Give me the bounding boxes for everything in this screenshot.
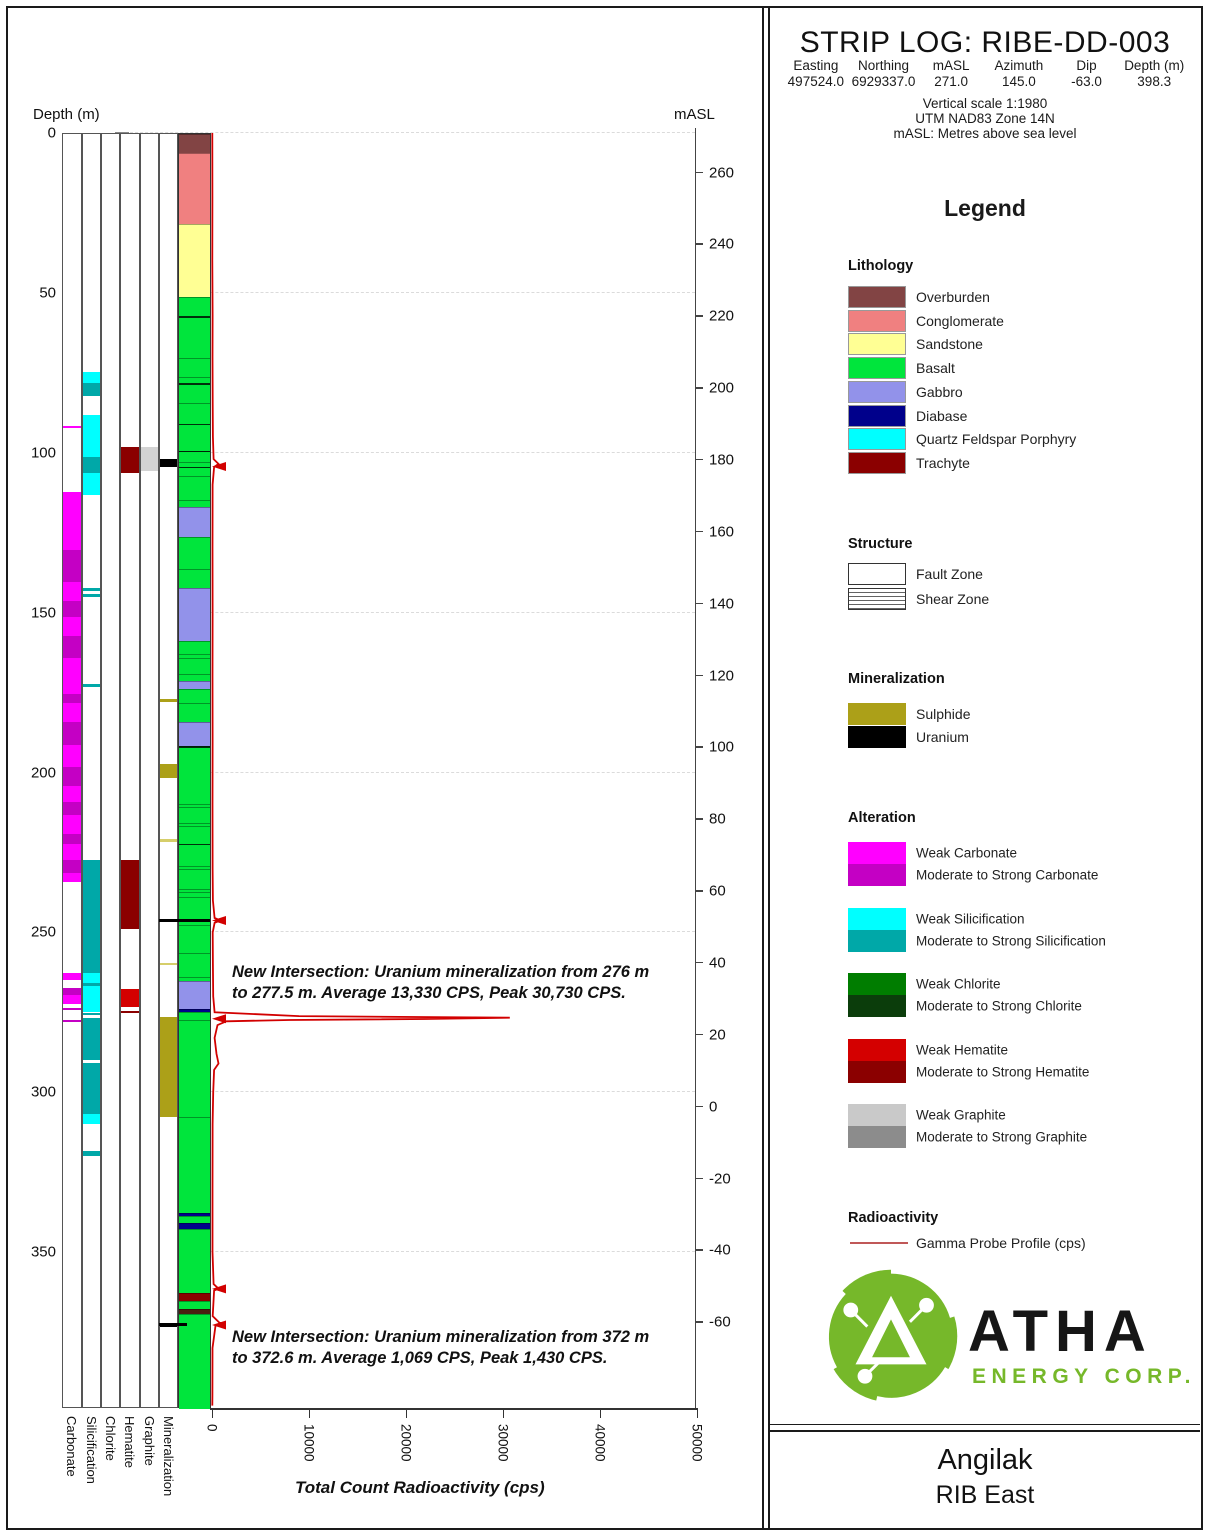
lithology-interval-overburden (179, 134, 210, 154)
track-interval (63, 582, 81, 601)
track-label-chlorite: Chlorite (103, 1416, 118, 1461)
legend-swatch-weak (848, 973, 906, 995)
legend-label-strong: Moderate to Strong Hematite (916, 1064, 1090, 1079)
track-interval (83, 1013, 100, 1015)
legend-heading-alteration: Alteration (848, 810, 916, 826)
field-value: 145.0 (1001, 74, 1036, 89)
track-interval (63, 786, 81, 802)
legend-swatch-conglomerate (848, 310, 906, 332)
lithology-interval-basalt (179, 1020, 210, 1119)
annotation-intersection-276 (232, 962, 692, 1005)
collar-field-depthm (1120, 58, 1188, 89)
masl-tick-label: 160 (709, 523, 735, 541)
track-interval (63, 426, 81, 429)
legend-swatch-sulphide (848, 703, 906, 725)
annotation-line: New Intersection: Uranium mineralization from 276 m (232, 963, 650, 981)
masl-tick-mark (695, 1034, 703, 1036)
lithology-interval-basalt (179, 826, 210, 867)
radioactivity-axis-line (210, 1408, 698, 1410)
lithology-interval-basalt (179, 925, 210, 953)
legend-label: Sandstone (916, 336, 983, 353)
masl-axis-line (695, 128, 696, 1410)
track-interval (121, 989, 139, 1007)
report-title: STRIP LOG: RIBE-DD-003 (799, 26, 1171, 59)
track-interval (83, 594, 100, 597)
masl-tick-label: 40 (709, 954, 726, 972)
lithology-interval-basalt (179, 297, 210, 359)
lithology-interval-basalt (179, 476, 210, 501)
track-interval (83, 860, 100, 974)
lithology-contact-line (179, 746, 210, 748)
field-value: 6929337.0 (851, 74, 916, 89)
track-interval (63, 802, 81, 815)
lithology-interval-gabbro (179, 588, 210, 642)
track-interval (83, 1018, 100, 1060)
masl-tick-mark (695, 818, 703, 820)
track-interval (63, 844, 81, 860)
field-label: mASL (932, 58, 970, 73)
masl-tick-label: 240 (709, 235, 735, 253)
track-interval (83, 372, 100, 383)
track-interval (83, 986, 100, 1012)
track-mineralization (159, 133, 178, 1408)
track-chlorite (101, 133, 120, 1408)
masl-tick-label: 60 (709, 882, 726, 900)
legend-label: Gabbro (916, 383, 963, 400)
legend-heading-radioactivity: Radioactivity (848, 1210, 939, 1226)
masl-note: mASL: Metres above sea level (893, 126, 1077, 141)
masl-tick-label: 120 (709, 667, 735, 685)
track-graphite (140, 133, 159, 1408)
legend-swatch-strong (848, 995, 906, 1017)
track-interval (63, 860, 81, 873)
track-interval (63, 815, 81, 834)
track-interval (63, 1020, 81, 1022)
uranium-mark-line (159, 919, 210, 922)
uranium-mark-line (159, 1323, 187, 1326)
track-interval (141, 447, 158, 471)
track-interval (63, 995, 81, 1004)
masl-tick-label: 140 (709, 595, 735, 613)
track-interval (121, 1011, 139, 1013)
track-interval (160, 459, 177, 468)
masl-tick-mark (695, 1106, 703, 1108)
legend-swatch-trachyte (848, 452, 906, 474)
lithology-interval-basalt (179, 953, 210, 978)
track-label-mineralization: Mineralization (161, 1416, 176, 1497)
lithology-interval-basalt (179, 869, 210, 889)
track-hematite (120, 133, 140, 1408)
annotation-line: to 372.6 m. Average 1,069 CPS, Peak 1,430 CPS. (232, 1349, 608, 1368)
legend-swatch-weak (848, 1104, 906, 1126)
lithology-interval-basalt (179, 897, 210, 920)
panel-divider-line (762, 8, 764, 1528)
lithology-contact-line (179, 467, 210, 469)
track-interval (160, 699, 177, 702)
legend-swatch-sandstone (848, 333, 906, 355)
track-interval (83, 415, 100, 457)
depth-axis-title: Depth (m) (33, 106, 100, 123)
track-interval (83, 1151, 100, 1156)
collar-field-northing (850, 58, 918, 89)
radioactivity-axis-title: Total Count Radioactivity (cps) (295, 1478, 545, 1497)
masl-tick-label: 260 (709, 164, 735, 182)
track-interval (160, 764, 177, 778)
legend-swatch-weak (848, 908, 906, 930)
lithology-interval-basalt (179, 403, 210, 452)
legend-swatch-quartz-feldspar-porphyry (848, 428, 906, 450)
masl-tick-label: 20 (709, 1026, 726, 1044)
masl-tick-mark (695, 243, 703, 245)
masl-tick-mark (695, 1321, 703, 1323)
lithology-interval-conglomerate (179, 153, 210, 224)
legend-swatch-strong (848, 930, 906, 952)
track-interval (63, 601, 81, 617)
radioactivity-tick-label: 50000 (689, 1424, 705, 1462)
legend-label: Fault Zone (916, 566, 983, 582)
masl-tick-mark (695, 746, 703, 748)
legend-label: Shear Zone (916, 591, 990, 607)
legend-label-weak: Weak Chlorite (916, 976, 1001, 992)
masl-tick-label: 0 (709, 1098, 718, 1116)
annotation-line: New Intersection: Uranium mineralization from 372 m (232, 1328, 650, 1346)
radioactivity-tick-label: 0 (204, 1424, 220, 1432)
track-interval (63, 636, 81, 658)
legend-swatch-strong (848, 1061, 906, 1083)
legend-label: Uranium (916, 729, 969, 745)
legend-swatch-strong (848, 1126, 906, 1148)
track-interval (83, 1114, 100, 1124)
masl-tick-mark (695, 962, 703, 964)
track-silicification (82, 133, 101, 1408)
collar-field-easting (782, 58, 850, 89)
track-interval (160, 1017, 177, 1117)
legend-label-weak: Weak Carbonate (916, 845, 1018, 861)
lithology-column (178, 133, 211, 1408)
masl-tick-label: -40 (709, 1241, 731, 1259)
legend-label-strong: Moderate to Strong Chlorite (916, 998, 1082, 1014)
annotation-intersection-372 (232, 1327, 692, 1370)
legend-swatch-gabbro (848, 381, 906, 403)
field-label: Northing (857, 58, 910, 73)
legend-heading-structure: Structure (848, 536, 913, 552)
field-label: Dip (1076, 58, 1097, 73)
track-interval (83, 473, 100, 495)
field-label: Azimuth (994, 58, 1044, 73)
masl-tick-mark (695, 172, 703, 174)
legend-label: Gamma Probe Profile (cps) (916, 1235, 1086, 1251)
radioactivity-tick-label: 20000 (398, 1424, 414, 1462)
track-label-silicification: Silicification (84, 1416, 99, 1484)
legend-swatch-shear-zone (848, 588, 906, 610)
logo-wordmark: ATHA (968, 1299, 1153, 1364)
track-interval (63, 694, 81, 704)
masl-axis-title: mASL (674, 106, 715, 123)
legend-label: Overburden (916, 289, 990, 305)
track-interval (160, 963, 177, 966)
track-interval (63, 988, 81, 995)
lithology-interval-basalt (179, 746, 210, 805)
legend-swatch-overburden (848, 286, 906, 308)
legend-label-weak: Weak Silicification (916, 911, 1025, 926)
lithology-interval-basalt (179, 689, 210, 704)
radioactivity-tick-mark (600, 1410, 602, 1418)
track-label-carbonate: Carbonate (64, 1416, 79, 1477)
radioactivity-tick-label: 40000 (592, 1424, 608, 1462)
depth-tick-label: 350 (30, 1243, 56, 1261)
track-interval (63, 492, 81, 550)
lithology-interval-gabbro (179, 507, 210, 538)
lithology-contact-line (179, 383, 210, 385)
track-interval (63, 617, 81, 636)
legend-swatch-fault-zone (848, 563, 906, 585)
legend-heading-lithology: Lithology (848, 258, 914, 274)
project-area: RIB East (935, 1481, 1035, 1509)
lithology-interval-basalt (179, 641, 210, 655)
track-interval (63, 834, 81, 844)
legend-heading-mineralization: Mineralization (848, 671, 945, 687)
collar-info-table (782, 58, 1188, 89)
lithology-interval-basalt (179, 462, 210, 477)
lithology-contact-line (179, 316, 210, 318)
datum-note: UTM NAD83 Zone 14N (915, 111, 1055, 126)
logo-subtitle: ENERGY CORP. (972, 1365, 1196, 1388)
collar-field-masl (917, 58, 985, 89)
track-interval (83, 457, 100, 473)
field-value: -63.0 (1071, 74, 1102, 89)
legend-swatch-weak (848, 1039, 906, 1061)
masl-tick-label: 100 (709, 738, 735, 756)
track-interval (63, 973, 81, 979)
masl-tick-mark (695, 1178, 703, 1180)
field-label: Easting (793, 58, 839, 73)
depth-tick-label: 150 (30, 604, 56, 622)
legend-label-weak: Weak Hematite (916, 1042, 1009, 1057)
masl-tick-mark (695, 459, 703, 461)
masl-tick-mark (695, 675, 703, 677)
field-label: Depth (m) (1124, 58, 1185, 73)
lithology-contact-line (179, 451, 210, 453)
lithology-contact-line (179, 844, 210, 846)
atha-logo-icon (820, 1265, 962, 1412)
masl-tick-mark (695, 890, 703, 892)
track-label-hematite: Hematite (122, 1416, 137, 1469)
masl-tick-label: 80 (709, 810, 726, 828)
depth-tick-label: 100 (30, 444, 56, 462)
masl-tick-mark (695, 531, 703, 533)
legend-swatch-basalt (848, 357, 906, 379)
panel-divider-line (768, 8, 770, 1528)
lithology-interval-basalt (179, 658, 210, 675)
track-carbonate (62, 133, 82, 1408)
lithology-interval-basalt (179, 807, 210, 824)
radioactivity-tick-mark (406, 1410, 408, 1418)
lithology-interval-basalt (179, 1117, 210, 1214)
lithology-interval-basalt (179, 1229, 210, 1294)
depth-tick-label: 300 (30, 1083, 56, 1101)
legend-swatch-strong (848, 864, 906, 886)
depth-tick-label: 200 (30, 764, 56, 781)
track-interval (63, 703, 81, 722)
lithology-contact-line (179, 424, 210, 426)
lithology-interval-gabbro (179, 722, 210, 747)
lithology-interval-basalt (179, 358, 210, 378)
masl-tick-mark (695, 603, 703, 605)
track-interval (121, 447, 139, 473)
track-interval (83, 1063, 100, 1114)
radioactivity-tick-mark (503, 1410, 505, 1418)
masl-tick-label: 200 (709, 379, 735, 397)
field-value: 398.3 (1137, 74, 1172, 89)
lithology-interval-gabbro (179, 981, 210, 1009)
track-interval (83, 383, 100, 396)
track-interval (63, 1008, 81, 1010)
legend-label: Diabase (916, 407, 968, 424)
collar-field-azimuth (985, 58, 1053, 89)
gamma-line-swatch (850, 1242, 908, 1244)
field-value: 271.0 (934, 74, 969, 89)
project-box (770, 1430, 1200, 1526)
lithology-interval-basalt (179, 1314, 210, 1409)
track-interval (63, 550, 81, 582)
legend-swatch-diabase (848, 405, 906, 427)
legend-label-strong: Moderate to Strong Silicification (916, 933, 1106, 948)
masl-tick-label: -20 (709, 1170, 731, 1188)
lithology-interval-basalt (179, 569, 210, 589)
lithology-interval-sandstone (179, 224, 210, 299)
legend-label: Trachyte (916, 454, 970, 471)
track-interval (83, 973, 100, 983)
lithology-interval-basalt (179, 703, 210, 723)
track-label-graphite: Graphite (142, 1416, 157, 1466)
scale-note: Vertical scale 1:1980 (922, 96, 1048, 111)
track-interval (83, 588, 100, 591)
field-value: 497524.0 (787, 74, 844, 89)
track-interval (63, 658, 81, 693)
lithology-interval-basalt (179, 537, 210, 570)
masl-tick-label: -60 (709, 1313, 731, 1331)
track-interval (63, 767, 81, 786)
project-name: Angilak (937, 1444, 1033, 1476)
radioactivity-tick-label: 30000 (495, 1424, 511, 1462)
legend-label-weak: Weak Graphite (916, 1107, 1006, 1123)
legend-label-strong: Moderate to Strong Graphite (916, 1129, 1088, 1145)
masl-tick-mark (695, 387, 703, 389)
legend-label: Quartz Feldspar Porphyry (916, 431, 1077, 448)
legend-label: Conglomerate (916, 312, 1004, 329)
legend-swatch-weak (848, 842, 906, 864)
collar-field-dip (1053, 58, 1121, 89)
radioactivity-tick-label: 10000 (301, 1424, 317, 1462)
radioactivity-tick-mark (697, 1410, 699, 1418)
track-interval (83, 684, 100, 687)
depth-tick-label: 250 (30, 923, 56, 941)
masl-tick-mark (695, 1249, 703, 1251)
annotation-line: to 277.5 m. Average 13,330 CPS, Peak 30,730 CPS. (232, 984, 626, 1003)
legend-swatch-uranium (848, 726, 906, 748)
legend-label: Sulphide (916, 706, 971, 722)
depth-tick-label: 50 (39, 284, 56, 302)
track-interval (121, 860, 139, 929)
track-interval (63, 873, 81, 883)
track-interval (63, 745, 81, 767)
masl-tick-label: 180 (709, 451, 735, 469)
masl-tick-label: 220 (709, 307, 735, 325)
depth-tick-label: 0 (47, 124, 56, 142)
legend-title: Legend (944, 195, 1026, 221)
footer-separator (770, 1424, 1200, 1425)
track-interval (160, 839, 177, 842)
masl-tick-mark (695, 315, 703, 317)
radioactivity-tick-mark (212, 1410, 214, 1418)
track-interval (63, 722, 81, 744)
legend-label: Basalt (916, 360, 955, 377)
legend-label-strong: Moderate to Strong Carbonate (916, 867, 1099, 883)
lithology-interval-basalt (179, 377, 210, 404)
radioactivity-tick-mark (309, 1410, 311, 1418)
